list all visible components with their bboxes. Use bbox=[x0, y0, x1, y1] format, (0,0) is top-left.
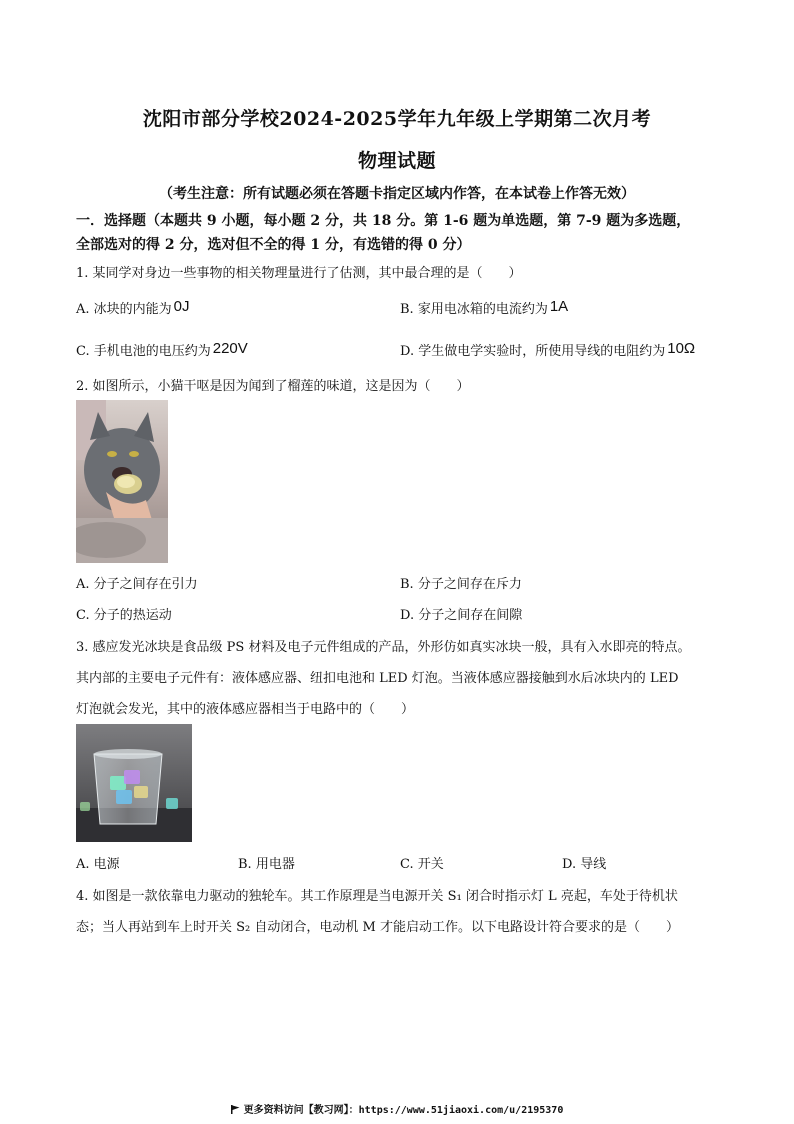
q1-option-b-text: B. 家用电冰箱的电流约为 bbox=[400, 302, 548, 317]
q1-option-c-unit: 220V bbox=[212, 340, 248, 357]
flag-icon bbox=[231, 1105, 240, 1114]
section-heading-line2: 全部选对的得 2 分，选对但不全的得 1 分，有选错的得 0 分） bbox=[76, 237, 471, 253]
footer-link[interactable] bbox=[0, 1101, 794, 1116]
q2-option-d: D. 分子之间存在间隙 bbox=[400, 608, 523, 623]
footer-text: 更多资料访问【教习网】：https://www.51jiaoxi.com/u/2195370 bbox=[243, 1105, 564, 1116]
q1-option-b bbox=[400, 298, 568, 317]
q1-option-a-text: A. 冰块的内能为 bbox=[76, 302, 172, 317]
q1-option-d bbox=[400, 340, 695, 359]
q2-option-c: C. 分子的热运动 bbox=[76, 608, 172, 623]
q3-line3: 灯泡就会发光，其中的液体感应器相当于电路中的（ ） bbox=[76, 702, 415, 717]
q2-option-b: B. 分子之间存在斥力 bbox=[400, 577, 522, 592]
q4-line1: 4. 如图是一款依靠电力驱动的独轮车。其工作原理是当电源开关 S₁ 闭合时指示灯 L 亮起，车处于待机状 bbox=[76, 889, 678, 904]
q2-option-a: A. 分子之间存在引力 bbox=[76, 577, 198, 592]
q3-line1: 3. 感应发光冰块是食品级 PS 材料及电子元件组成的产品，外形仿如真实冰块一般，具有入水即亮的特点。 bbox=[76, 640, 691, 655]
q1-option-c-text: C. 手机电池的电压约为 bbox=[76, 344, 211, 359]
exam-title: 沈阳市部分学校2024-2025学年九年级上学期第二次月考 bbox=[142, 108, 652, 130]
q3-line2: 其内部的主要电子元件有：液体感应器、纽扣电池和 LED 灯泡。当液体感应器接触到水后冰块内的 LED bbox=[76, 671, 679, 686]
q1-stem: 1. 某同学对身边一些事物的相关物理量进行了估测，其中最合理的是（ ） bbox=[76, 266, 522, 281]
q2-stem: 2. 如图所示，小猫干呕是因为闻到了榴莲的味道，这是因为（ ） bbox=[76, 379, 470, 394]
q1-option-a bbox=[76, 298, 190, 317]
q1-option-a-unit: 0J bbox=[173, 298, 190, 315]
q4-line2: 态；当人再站到车上时开关 S₂ 自动闭合，电动机 M 才能启动工作。以下电路设计符合要求的是（ ） bbox=[76, 920, 679, 935]
q1-option-b-unit: 1A bbox=[549, 298, 569, 315]
q1-option-d-unit: 10Ω bbox=[667, 340, 696, 357]
exam-subtitle: 物理试题 bbox=[357, 150, 436, 172]
q3-option-d: D. 导线 bbox=[562, 857, 607, 872]
q1-option-c bbox=[76, 340, 248, 359]
q3-option-a: A. 电源 bbox=[76, 857, 120, 872]
ice-cube-photo bbox=[76, 724, 192, 842]
q3-option-b: B. 用电器 bbox=[238, 857, 295, 872]
q3-option-c: C. 开关 bbox=[400, 857, 444, 872]
q1-option-d-text: D. 学生做电学实验时，所使用导线的电阻约为 bbox=[400, 344, 666, 359]
exam-notice: （考生注意：所有试题必须在答题卡指定区域内作答，在本试卷上作答无效） bbox=[159, 186, 635, 202]
cat-photo bbox=[76, 400, 168, 563]
section-heading-line1: 一．选择题（本题共 9 小题，每小题 2 分，共 18 分。第 1-6 题为单选题，第 7-9 题为多选题， bbox=[76, 213, 691, 229]
